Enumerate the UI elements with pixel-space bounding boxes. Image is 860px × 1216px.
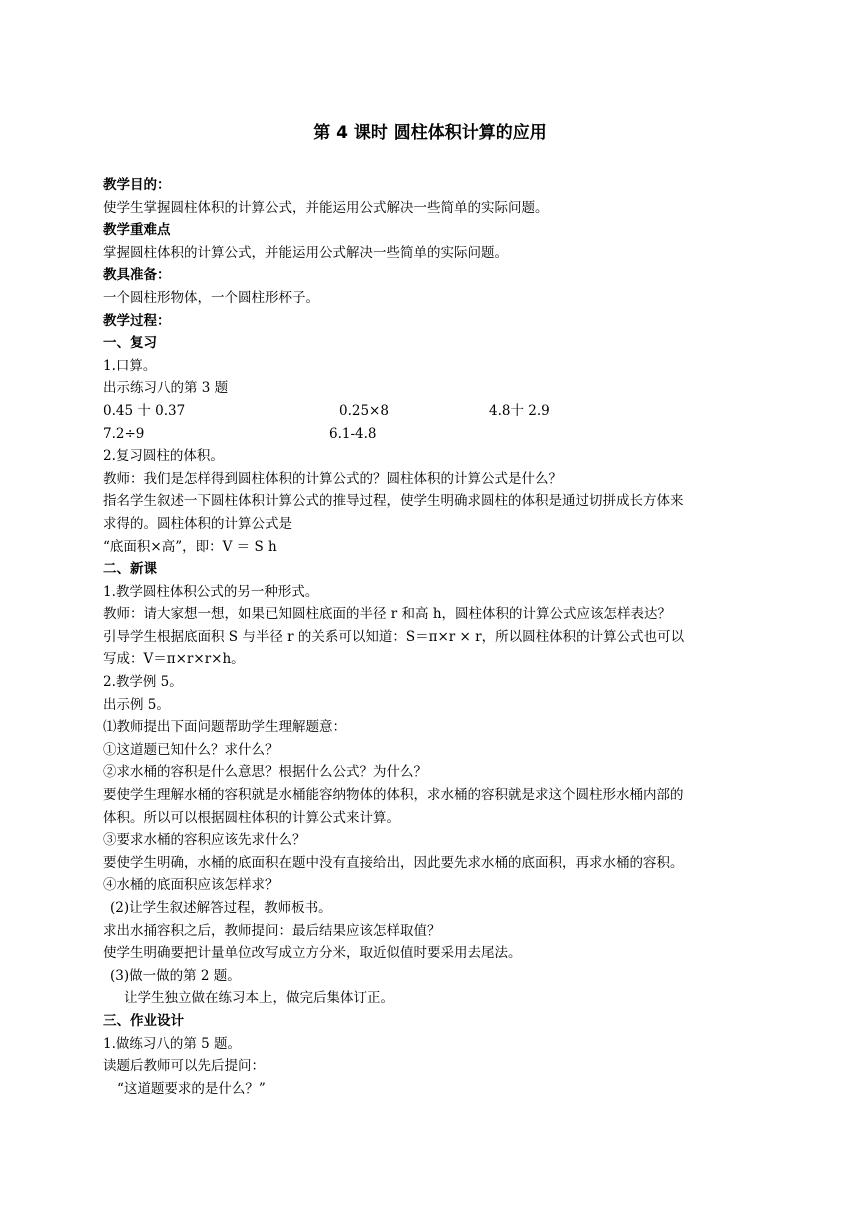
paragraph: 要使学生理解水桶的容积就是水桶能容纳物体的体积，求水桶的容积就是求这个圆柱形水桶内部的 bbox=[103, 787, 684, 804]
paragraph: 让学生独立做在练习本上，做完后集体订正。 bbox=[124, 990, 394, 1007]
section-heading: 三、作业设计 bbox=[103, 1012, 184, 1029]
paragraph: 1.口算。 bbox=[103, 357, 157, 374]
paragraph: 教师：我们是怎样得到圆柱体积的计算公式的？圆柱体积的计算公式是什么？ bbox=[103, 470, 562, 487]
paragraph: “这道题要求的是什么？” bbox=[117, 1080, 266, 1097]
paragraph: ⑴教师提出下面问题帮助学生理解题意： bbox=[103, 719, 346, 736]
paragraph: 读题后教师可以先后提问： bbox=[103, 1058, 265, 1075]
paragraph: 求得的。圆柱体积的计算公式是 bbox=[103, 515, 292, 532]
calc-item: 6.1-4.8 bbox=[329, 425, 377, 442]
calc-item: 7.2÷9 bbox=[103, 425, 145, 442]
calc-row bbox=[103, 423, 763, 446]
paragraph: 指名学生叙述一下圆柱体积计算公式的推导过程，使学生明确求圆柱的体积是通过切拼成长方体来 bbox=[103, 493, 684, 510]
paragraph: ④水桶的底面积应该怎样求？ bbox=[103, 877, 279, 894]
paragraph: 2.复习圆柱的体积。 bbox=[103, 448, 224, 465]
page-title: 第 4 课时 圆柱体积计算的应用 bbox=[313, 123, 547, 143]
paragraph: 1.教学圆柱体积公式的另一种形式。 bbox=[103, 583, 319, 600]
paragraph: ②求水桶的容积是什么意思？根据什么公式？为什么？ bbox=[103, 764, 427, 781]
section-heading: 教具准备： bbox=[103, 267, 171, 284]
paragraph: 体积。所以可以根据圆柱体积的计算公式来计算。 bbox=[103, 809, 400, 826]
section-heading: 教学过程： bbox=[103, 312, 171, 329]
paragraph: 使学生明确要把计量单位改写成立方分米，取近似值时要采用去尾法。 bbox=[103, 945, 522, 962]
paragraph: 2.教学例 5。 bbox=[103, 674, 183, 691]
paragraph: 掌握圆柱体积的计算公式，并能运用公式解决一些简单的实际问题。 bbox=[103, 244, 508, 261]
calc-item: 0.45 十 0.37 bbox=[103, 402, 186, 419]
paragraph: ③要求水桶的容积应该先求什么？ bbox=[103, 832, 306, 849]
calc-item: 4.8十 2.9 bbox=[489, 402, 550, 419]
calc-item: 0.25×8 bbox=[339, 402, 389, 419]
paragraph: 出示练习八的第 3 题 bbox=[103, 380, 229, 397]
section-heading: 教学目的： bbox=[103, 177, 171, 193]
paragraph: 1.做练习八的第 5 题。 bbox=[103, 1035, 242, 1052]
paragraph: 求出水捅容积之后，教师提问：最后结果应该怎样取值？ bbox=[103, 922, 441, 939]
paragraph: 写成：V＝π×r×r×h。 bbox=[103, 651, 245, 668]
paragraph: 教师：请大家想一想，如果已知圆柱底面的半径 r 和高 h，圆柱体积的计算公式应该怎样表达？ bbox=[103, 606, 672, 623]
paragraph: 要使学生明确，水桶的底面积在题中没有直接给出，因此要先求水桶的底面积，再求水桶的容积。 bbox=[103, 854, 684, 871]
section-heading: 二、新课 bbox=[103, 561, 157, 578]
calc-row bbox=[103, 400, 763, 423]
paragraph: 使学生掌握圆柱体积的计算公式，并能运用公式解决一些简单的实际问题。 bbox=[103, 199, 549, 216]
paragraph: ①这道题已知什么？求什么？ bbox=[103, 741, 279, 758]
paragraph: 引导学生根据底面积 S 与半径 r 的关系可以知道：S＝π×r × r，所以圆柱体积的计算公式也可以 bbox=[103, 628, 685, 645]
paragraph: (3)做一做的第 2 题。 bbox=[110, 967, 241, 984]
section-heading: 一、复习 bbox=[103, 335, 157, 352]
section-heading: 教学重难点 bbox=[103, 222, 171, 239]
paragraph: “底面积×高”，即：V ＝ S h bbox=[103, 538, 277, 555]
paragraph: 出示例 5。 bbox=[103, 696, 170, 713]
paragraph: (2)让学生叙述解答过程，教师板书。 bbox=[110, 900, 332, 916]
paragraph: 一个圆柱形物体，一个圆柱形杯子。 bbox=[103, 289, 319, 306]
document-body bbox=[103, 174, 763, 1100]
